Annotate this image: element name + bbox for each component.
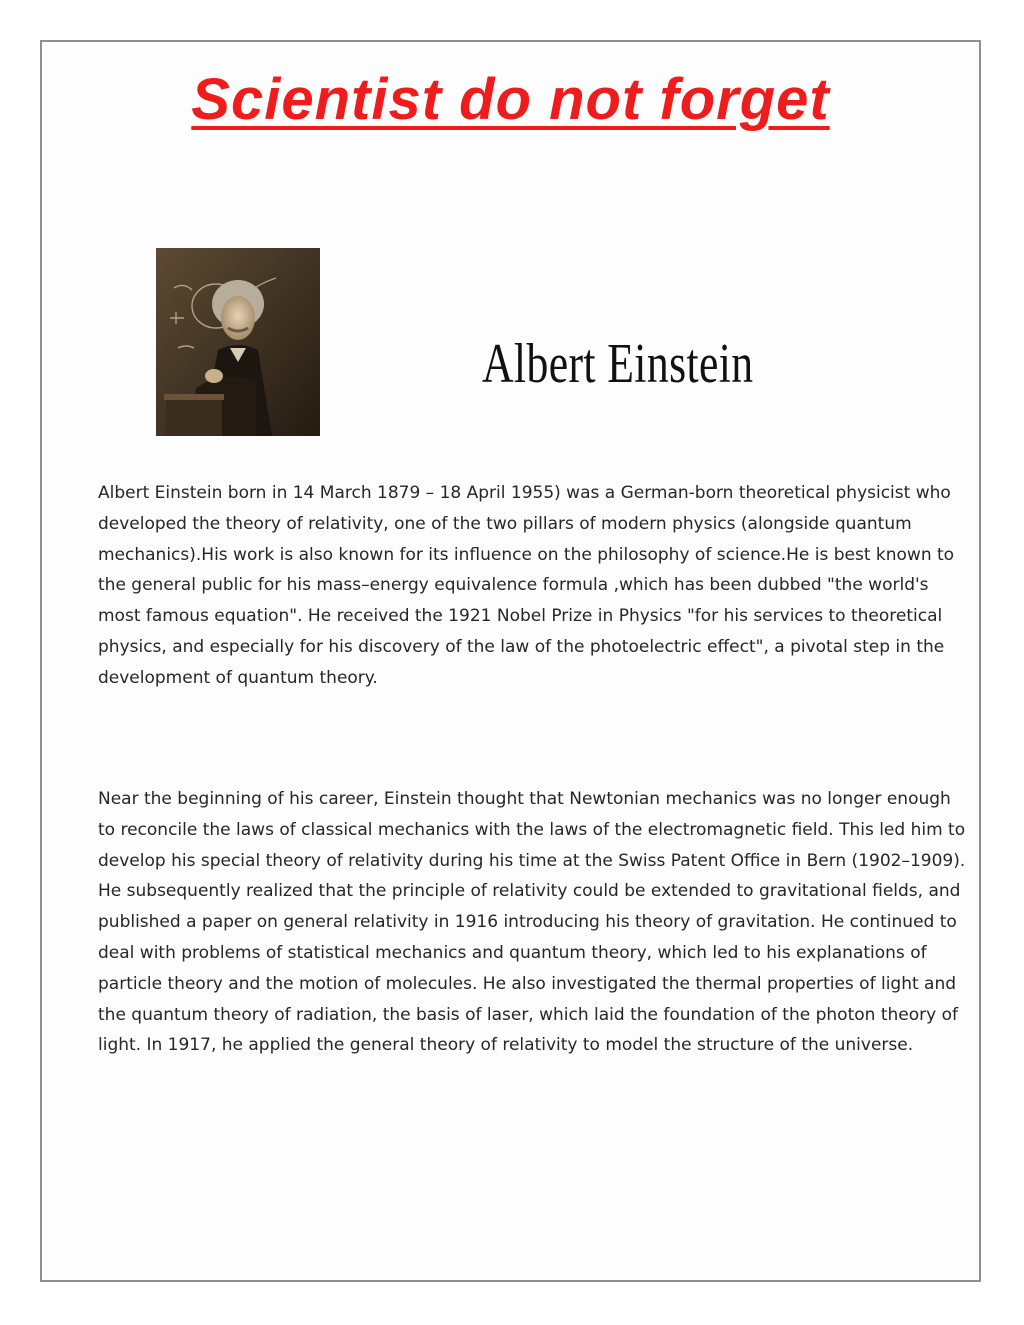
page-title: Scientist do not forget: [191, 67, 830, 132]
subject-name: Albert Einstein: [482, 333, 754, 395]
portrait-photo: [156, 248, 320, 436]
biography-paragraph-1: Albert Einstein born in 14 March 1879 – 18 April 1955) was a German-born theoretical physicist who developed the theory of relativity, one of the two pillars of modern physics (alongside quantum mechanics).His work is also known for its influence on the philosophy of science.He is best known to the general public for his mass–energy equivalence formula ,which has been dubbed "the world's most famous equation". He received the 1921 Nobel Prize in Physics "for his services to theoretical physics, and especially for his discovery of the law of the photoelectric effect", a pivotal step in the development of quantum theory.: [98, 483, 955, 688]
document-page: [40, 40, 981, 1282]
biography-paragraph-2: Near the beginning of his career, Einstein thought that Newtonian mechanics was no longer enough to reconcile the laws of classical mechanics with the laws of the electromagnetic field. This led him to develop his special theory of relativity during his time at the Swiss Patent Office in Bern (1902–1909). He subsequently realized that the principle of relativity could be extended to gravitational fields, and published a paper on general relativity in 1916 introducing his theory of gravitation. He continued to deal with problems of statistical mechanics and quantum theory, which led to his explanations of particle theory and the motion of molecules. He also investigated the thermal properties of light and the quantum theory of radiation, the basis of laser, which laid the foundation of the photon theory of light. In 1917, he applied the general theory of relativity to model the structure of the universe.: [98, 789, 966, 1056]
